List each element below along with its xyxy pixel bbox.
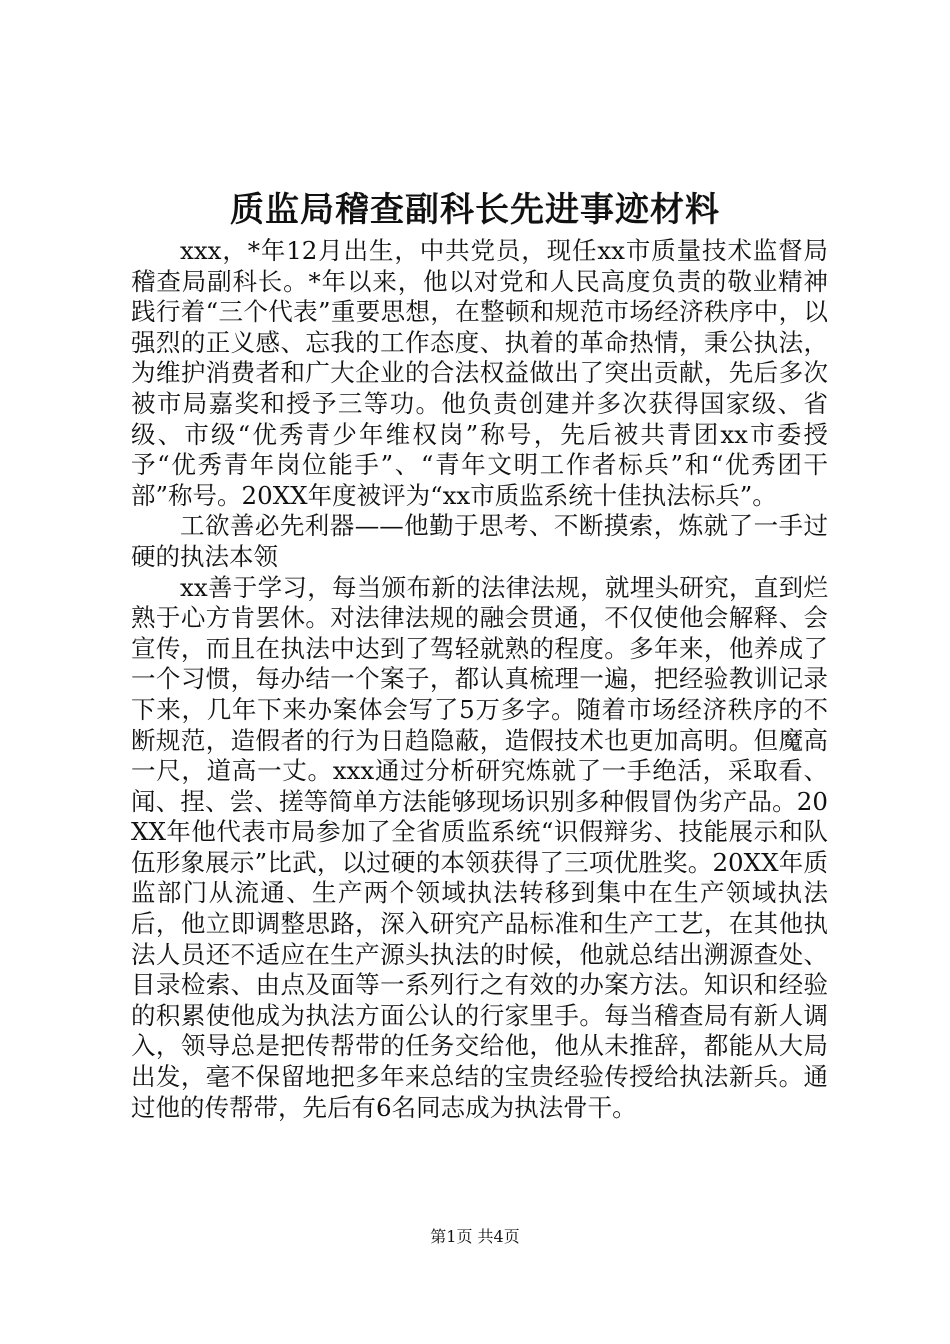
- page-number-footer: 第1页 共4页: [430, 1227, 520, 1246]
- paragraph-heading: 工欲善必先利器——他勤于思考、不断摸索，炼就了一手过硬的执法本领: [131, 511, 828, 571]
- document-body: [131, 236, 828, 1123]
- paragraph-intro: xxx，*年12月出生，中共党员，现任xx市质量技术监督局稽查局副科长。*年以来，他以对党和人民高度负责的敬业精神践行着“三个代表”重要思想，在整顿和规范市场经济秩序中，以强烈的正义感、忘我的工作态度、执着的革命热情，秉公执法，为维护消费者和广大企业的合法权益做出了突出贡献，先后多次被市局嘉奖和授予三等功。他负责创建并多次获得国家级、省级、市级“优秀青少年维权岗”称号，先后被共青团xx市委授予“优秀青年岗位能手”、“青年文明工作者标兵”和“优秀团干部”称号。20XX年度被评为“xx市质监系统十佳执法标兵”。: [131, 236, 828, 510]
- document-title: 质监局稽查副科长先进事迹材料: [230, 190, 720, 230]
- paragraph-main: xx善于学习，每当颁布新的法律法规，就埋头研究，直到烂熟于心方肯罢休。对法律法规的融会贯通，不仅使他会解释、会宣传，而且在执法中达到了驾轻就熟的程度。多年来，他养成了一个习惯，每办结一个案子，都认真梳理一遍，把经验教训记录下来，几年下来办案体会写了5万多字。随着市场经济秩序的不断规范，造假者的行为日趋隐蔽，造假技术也更加高明。但魔高一尺，道高一丈。xxx通过分析研究炼就了一手绝活，采取看、闻、捏、尝、搓等简单方法能够现场识别多种假冒伪劣产品。20XX年他代表市局参加了全省质监系统“识假辩劣、技能展示和队伍形象展示”比武，以过硬的本领获得了三项优胜奖。20XX年质监部门从流通、生产两个领域执法转移到集中在生产领域执法后，他立即调整思路，深入研究产品标准和生产工艺，在其他执法人员还不适应在生产源头执法的时候，他就总结出溯源查处、目录检索、由点及面等一系列行之有效的办案方法。知识和经验的积累使他成为执法方面公认的行家里手。每当稽查局有新人调入，领导总是把传帮带的任务交给他，他从未推辞，都能从大局出发，毫不保留地把多年来总结的宝贵经验传授给执法新兵。通过他的传帮带，先后有6名同志成为执法骨干。: [131, 572, 828, 1122]
